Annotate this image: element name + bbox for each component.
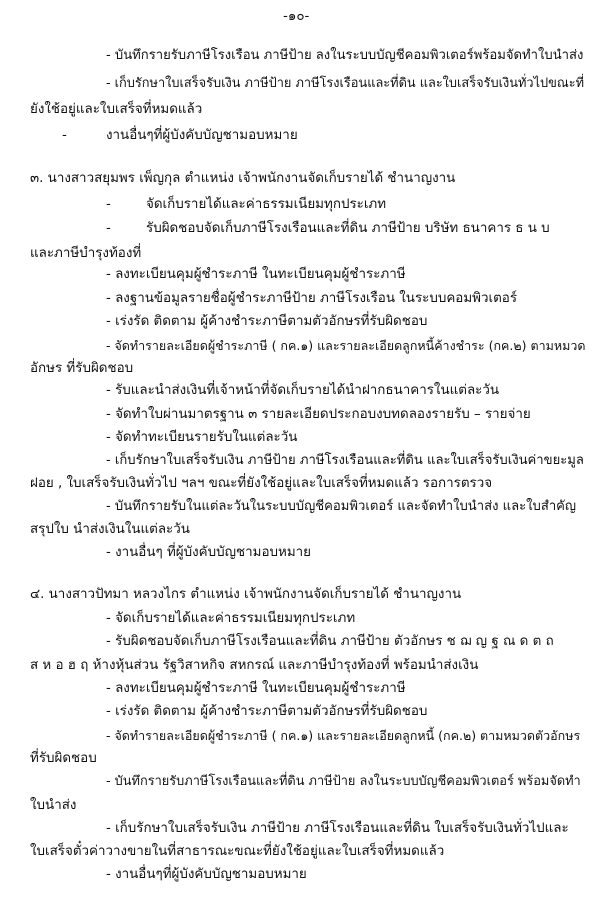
list-item-continuation: ใบเสร็จตั๋วค่าวางขายในที่สาธารณะขณะที่ยังใช้อยู่และใบเสร็จที่หมดแล้ว [30, 844, 445, 859]
list-item: - เก็บรักษาใบเสร็จรับเงิน ภาษีป้าย ภาษีโรงเรือนและที่ดิน ใบเสร็จรับเงินทั่วไปและ [106, 821, 569, 836]
list-item: - จัดทำรายละเอียดผู้ชำระภาษี ( กค.๑) และรายละเอียดลูกหนี้ค้างชำระ (กค.๒) ตามหมวด [106, 338, 586, 353]
list-item-continuation: ที่รับผิดชอบ [30, 751, 97, 766]
list-item-continuation: ฝอย , ใบเสร็จรับเงินทั่วไป ฯลฯ ขณะที่ยังใช้อยู่และใบเสร็จที่หมดแล้ว รอการตรวจ [30, 476, 493, 491]
list-item: - ลงทะเบียนคุมผู้ชำระภาษี ในทะเบียนคุมผู้ชำระภาษี [106, 681, 406, 696]
list-item: - ลงฐานข้อมูลรายชื่อผู้ชำระภาษีป้าย ภาษีโรงเรือน ในระบบคอมพิวเตอร์ [106, 291, 518, 306]
list-item: - เร่งรัด ติดตาม ผู้ค้างชำระภาษีตามตัวอักษรที่รับผิดชอบ [106, 704, 428, 719]
list-item: - เก็บรักษาใบเสร็จรับเงิน ภาษีป้าย ภาษีโรงเรือนและที่ดิน และใบเสร็จรับเงินทั่วไปขณะที่ [106, 76, 585, 91]
list-item: - เก็บรักษาใบเสร็จรับเงิน ภาษีป้าย ภาษีโรงเรือนและที่ดิน และใบเสร็จรับเงินค่าขยะมูล [106, 453, 584, 468]
list-item: - รับและนำส่งเงินที่เจ้าหน้าที่จัดเก็บรายได้นำฝากธนาคารในแต่ละวัน [106, 383, 500, 398]
list-item-dash: - [106, 221, 111, 236]
list-item: - รับผิดชอบจัดเก็บภาษีโรงเรือนและที่ดิน ภาษีป้าย ตัวอักษร ช ฌ ญ ฐ ณ ด ต ถ [106, 634, 554, 649]
list-item-dash: - [62, 128, 67, 143]
list-item: - บันทึกรายรับภาษีโรงเรือนและที่ดิน ภาษีป้าย ลงในระบบบัญชีคอมพิวเตอร์ พร้อมจัดทำ [106, 774, 581, 789]
list-item: - ลงทะเบียนคุมผู้ชำระภาษี ในทะเบียนคุมผู้ชำระภาษี [106, 267, 406, 282]
list-item: - จัดทำใบผ่านมาตรฐาน ๓ รายละเอียดประกอบงบทดลองรายรับ – รายจ่าย [106, 407, 531, 422]
list-item-continuation: ใบนำส่ง [30, 798, 77, 813]
list-item: - จัดทำรายละเอียดผู้ชำระภาษี ( กค.๑) และรายละเอียดลูกหนี้ (กค.๒) ตามหมวดตัวอักษร [106, 728, 581, 743]
list-item: - งานอื่นๆที่ผู้บังคับบัญชามอบหมาย [106, 867, 307, 882]
page-number: -๑๐- [283, 9, 310, 24]
list-item: - เร่งรัด ติดตาม ผู้ค้างชำระภาษีตามตัวอักษรที่รับผิดชอบ [106, 314, 428, 329]
list-item: - บันทึกรายรับภาษีโรงเรือน ภาษีป้าย ลงในระบบบัญชีคอมพิวเตอร์พร้อมจัดทำใบนำส่ง [106, 48, 584, 63]
list-item: งานอื่นๆที่ผู้บังคับบัญชามอบหมาย [106, 128, 298, 143]
list-item-continuation: และภาษีบำรุงท้องที่ [30, 246, 142, 261]
list-item-continuation: อักษร ที่รับผิดชอบ [30, 361, 134, 376]
person-heading: ๔. นางสาวปัทมา หลวงไกร ตำแหน่ง เจ้าพนักงานจัดเก็บรายได้ ชำนาญงาน [30, 587, 462, 602]
list-item: จัดเก็บรายได้และค่าธรรมเนียมทุกประเภท [146, 197, 387, 212]
list-item: - งานอื่นๆ ที่ผู้บังคับบัญชามอบหมาย [106, 545, 312, 560]
list-item-continuation: ยังใช้อยู่และใบเสร็จที่หมดแล้ว [30, 102, 203, 117]
list-item-continuation: ส ห อ ฮ ฤ ห้างหุ้นส่วน รัฐวิสาหกิจ สหกรณ์ และภาษีบำรุงท้องที่ พร้อมนำส่งเงิน [30, 658, 479, 673]
list-item: - บันทึกรายรับในแต่ละวันในระบบบัญชีคอมพิวเตอร์ และจัดทำใบนำส่ง และใบสำคัญ [106, 499, 577, 514]
list-item: - จัดเก็บรายได้และค่าธรรมเนียมทุกประเภท [106, 611, 356, 626]
list-item-continuation: สรุปใบ นำส่งเงินในแต่ละวัน [30, 522, 190, 537]
list-item: รับผิดชอบจัดเก็บภาษีโรงเรือนและที่ดิน ภาษีป้าย บริษัท ธนาคาร ธ น บ [146, 221, 550, 236]
person-heading: ๓. นางสาวสยุมพร เพ็ญกุล ตำแหน่ง เจ้าพนักงานจัดเก็บรายได้ ชำนาญงาน [30, 171, 456, 186]
list-item: - จัดทำทะเบียนรายรับในแต่ละวัน [106, 430, 298, 445]
list-item-dash: - [106, 197, 111, 212]
